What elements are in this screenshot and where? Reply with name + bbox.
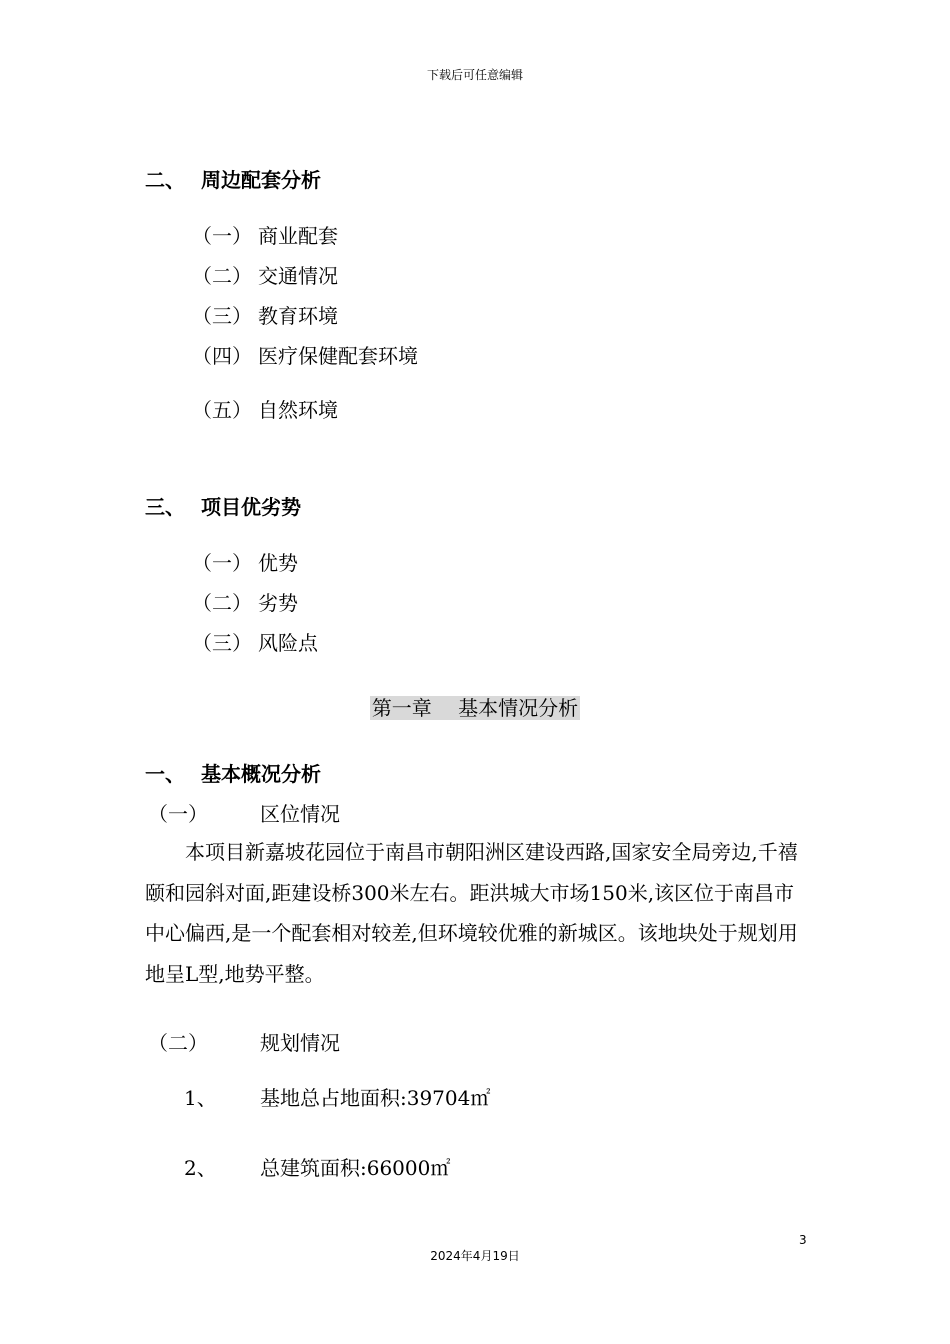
chapter-heading bbox=[0, 692, 950, 721]
list-item: （三） 风险点 bbox=[192, 631, 318, 655]
section-number: 一、 bbox=[145, 762, 185, 786]
section-number: 二、 bbox=[145, 168, 185, 192]
page-number: 3 bbox=[799, 1233, 807, 1247]
section-title: 基本概况分析 bbox=[201, 762, 321, 786]
list-item: （一） 商业配套 bbox=[192, 224, 338, 248]
chapter-title: 第一章 基本情况分析 bbox=[371, 696, 579, 720]
list-item: （一） 优势 bbox=[192, 551, 298, 575]
list-item: （五） 自然环境 bbox=[192, 398, 338, 422]
list-item: 2、 总建筑面积:66000㎡ bbox=[184, 1156, 451, 1180]
section-heading-1 bbox=[145, 758, 321, 787]
page-footer-date: 2024年4月19日 bbox=[430, 1249, 520, 1263]
section-title: 周边配套分析 bbox=[201, 168, 321, 192]
page-header: 下载后可任意编辑 bbox=[426, 68, 523, 82]
list-item: （四） 医疗保健配套环境 bbox=[192, 344, 418, 368]
list-item: 1、 基地总占地面积:39704㎡ bbox=[184, 1086, 491, 1110]
list-item: （二） 劣势 bbox=[192, 591, 298, 615]
subsection-heading: （一） 区位情况 bbox=[148, 802, 340, 826]
section-heading-3 bbox=[145, 491, 301, 520]
section-title: 项目优劣势 bbox=[201, 495, 301, 519]
body-paragraph: 本项目新嘉坡花园位于南昌市朝阳洲区建设西路,国家安全局旁边,千禧颐和园斜对面,距建设桥300米左右。距洪城大市场150米,该区位于南昌市中心偏西,是一个配套相对较差,但环境较优雅的新城区。该地块处于规划用地呈L型,地势平整。 bbox=[145, 840, 798, 986]
section-heading-2 bbox=[145, 164, 321, 193]
list-item: （二） 交通情况 bbox=[192, 264, 338, 288]
list-item: （三） 教育环境 bbox=[192, 304, 338, 328]
subsection-heading: （二） 规划情况 bbox=[148, 1031, 340, 1055]
section-number: 三、 bbox=[145, 495, 185, 519]
